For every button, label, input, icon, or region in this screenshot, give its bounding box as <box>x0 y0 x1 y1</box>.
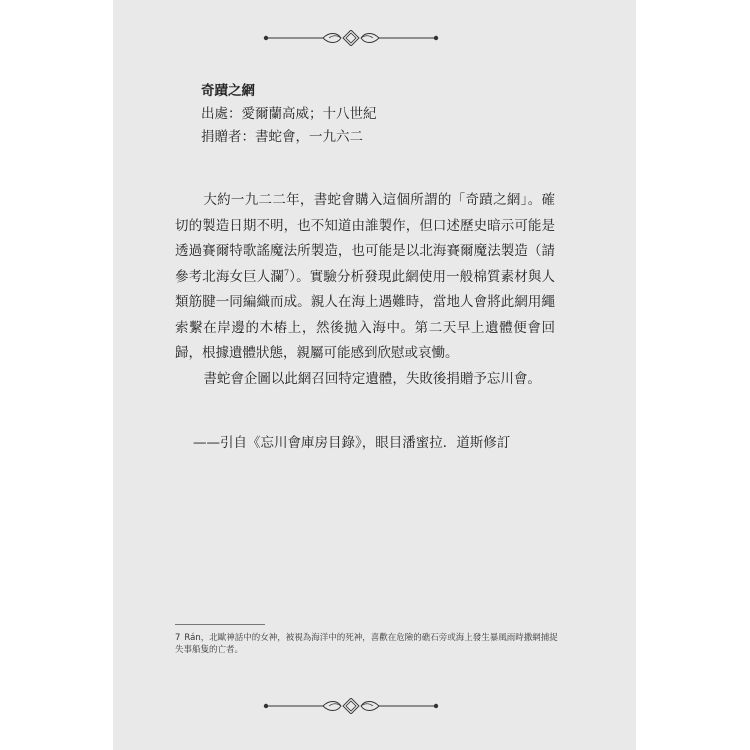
body-paragraph-1 <box>175 188 555 367</box>
footnote-reference: 7 <box>284 268 290 277</box>
book-page <box>113 0 636 750</box>
entry-body <box>175 188 555 392</box>
body-paragraph-1-text-cont: ）。實驗分析發現此網使用一般棉質素材與人類筋腱一同編織而成。親人在海上遇難時，當地人會將此網用繩索繫在岸邊的木樁上，然後拋入海中。第二天早上遺體便會回歸，根據遺體狀態，親屬可能感到欣慰或哀慟。 <box>175 268 556 361</box>
entry-origin: 出處：愛爾蘭高威；十八世紀 <box>201 106 377 122</box>
body-paragraph-2: 書蛇會企圖以此網召回特定遺體，失敗後捐贈予忘川會。 <box>203 370 541 387</box>
body-paragraph-1-text: 大約一九二二年，書蛇會購入這個所謂的「奇蹟之網」。確切的製造日期不明，也不知道由誰製作，但口述歷史暗示可能是透過賽爾特歌謠魔法所製造，也可能是以北海賽爾魔法製造（請參考北海女巨人瀾 <box>175 192 555 285</box>
footnote-divider <box>175 624 265 625</box>
source-citation: ——引自《忘川會庫房目錄》，眼目潘蜜拉．道斯修訂 <box>193 435 511 451</box>
bottom-ornament-icon <box>263 698 439 714</box>
footnote-text: Rán，北歐神話中的女神，被視為海洋中的死神，喜歡在危險的礁石旁或海上發生暴風雨時撒網捕捉失事船隻的亡者。 <box>175 633 558 655</box>
footnote-number: 7 <box>175 633 181 643</box>
entry-title: 奇蹟之網 <box>201 83 255 99</box>
footnote <box>175 632 565 656</box>
entry-header <box>201 80 377 149</box>
top-ornament-icon <box>263 30 439 46</box>
entry-donor: 捐贈者：書蛇會，一九六二 <box>201 129 363 145</box>
